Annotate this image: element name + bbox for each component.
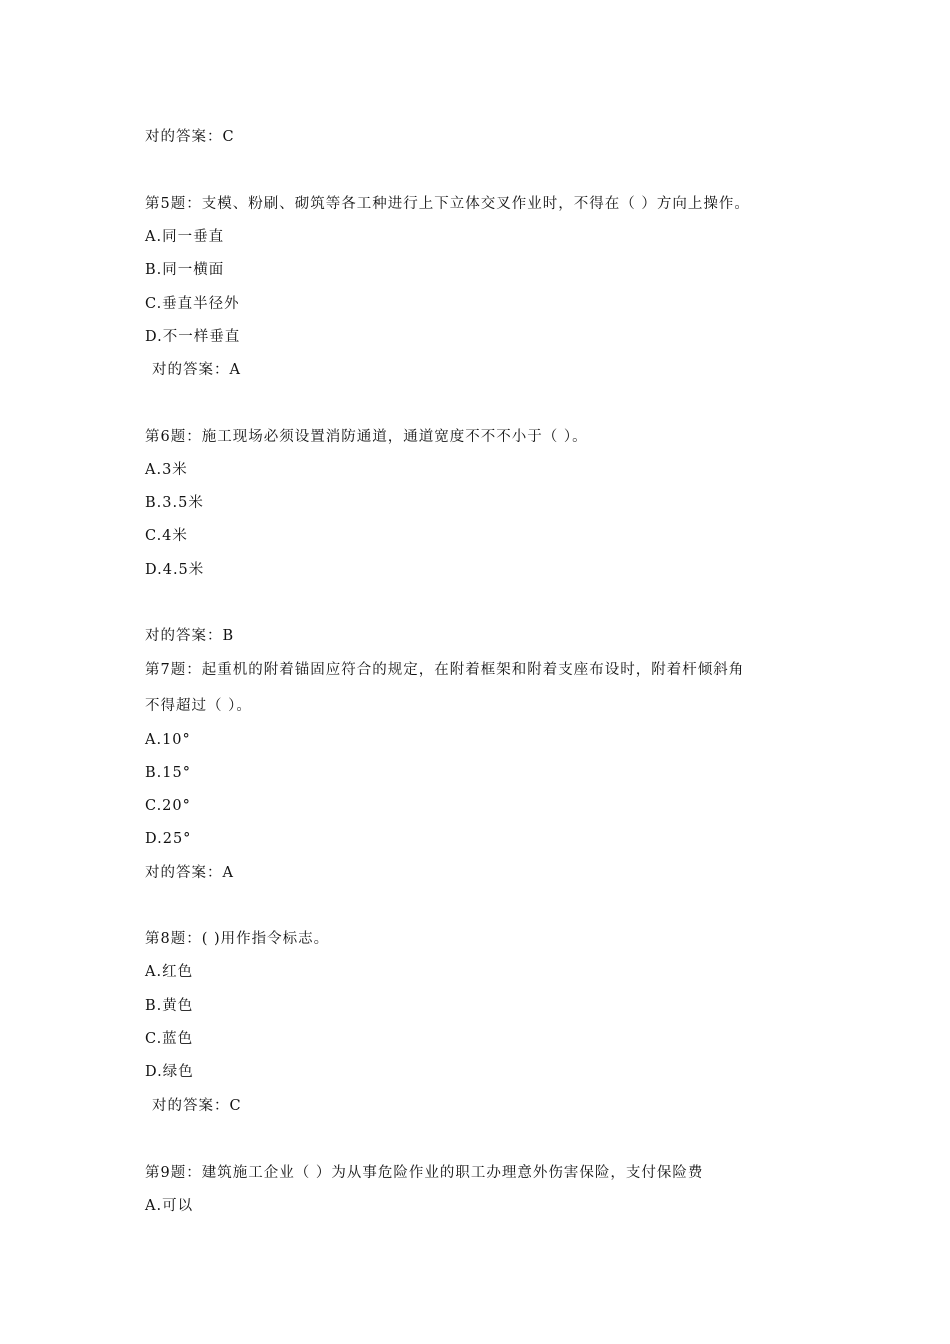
option-a: A.3米 — [145, 462, 188, 478]
option-c: C.垂直半径外 — [145, 296, 240, 312]
option-b: B.3.5米 — [145, 495, 204, 511]
option-b: B.同一横面 — [145, 262, 225, 278]
question-9: 第9题：建筑施工企业（ ）为从事危险作业的职工办理意外伤害保险，支付保险费 — [145, 1165, 704, 1181]
answer-line: 对的答案：A — [145, 865, 234, 881]
option-a: A.可以 — [145, 1198, 194, 1214]
option-b: B.15° — [145, 765, 191, 781]
option-c: C.蓝色 — [145, 1031, 194, 1047]
answer-line: 对的答案：C — [152, 1098, 242, 1114]
option-d: D.不一样垂直 — [145, 329, 241, 345]
option-a: A.10° — [145, 732, 191, 748]
option-a: A.红色 — [145, 964, 194, 980]
option-a: A.同一垂直 — [145, 229, 225, 245]
answer-line: 对的答案：B — [145, 628, 235, 644]
option-d: D.4.5米 — [145, 562, 205, 578]
question-7: 第7题：起重机的附着锚固应符合的规定，在附着框架和附着支座布设时，附着杆倾斜角 — [145, 662, 745, 678]
answer-line: 对的答案：A — [152, 362, 241, 378]
question-8: 第8题：( )用作指令标志。 — [145, 931, 330, 947]
option-c: C.4米 — [145, 528, 188, 544]
question-5: 第5题：支模、粉刷、砌筑等各工种进行上下立体交叉作业时，不得在（ ）方向上操作。 — [145, 196, 750, 212]
option-c: C.20° — [145, 798, 191, 814]
option-b: B.黄色 — [145, 998, 194, 1014]
answer-line: 对的答案：C — [145, 129, 235, 145]
question-6: 第6题：施工现场必须设置消防通道，通道宽度不不不小于（ ）。 — [145, 429, 588, 445]
option-d: D.25° — [145, 831, 192, 847]
question-7-continued: 不得超过（ ）。 — [145, 698, 252, 714]
option-d: D.绿色 — [145, 1064, 194, 1080]
